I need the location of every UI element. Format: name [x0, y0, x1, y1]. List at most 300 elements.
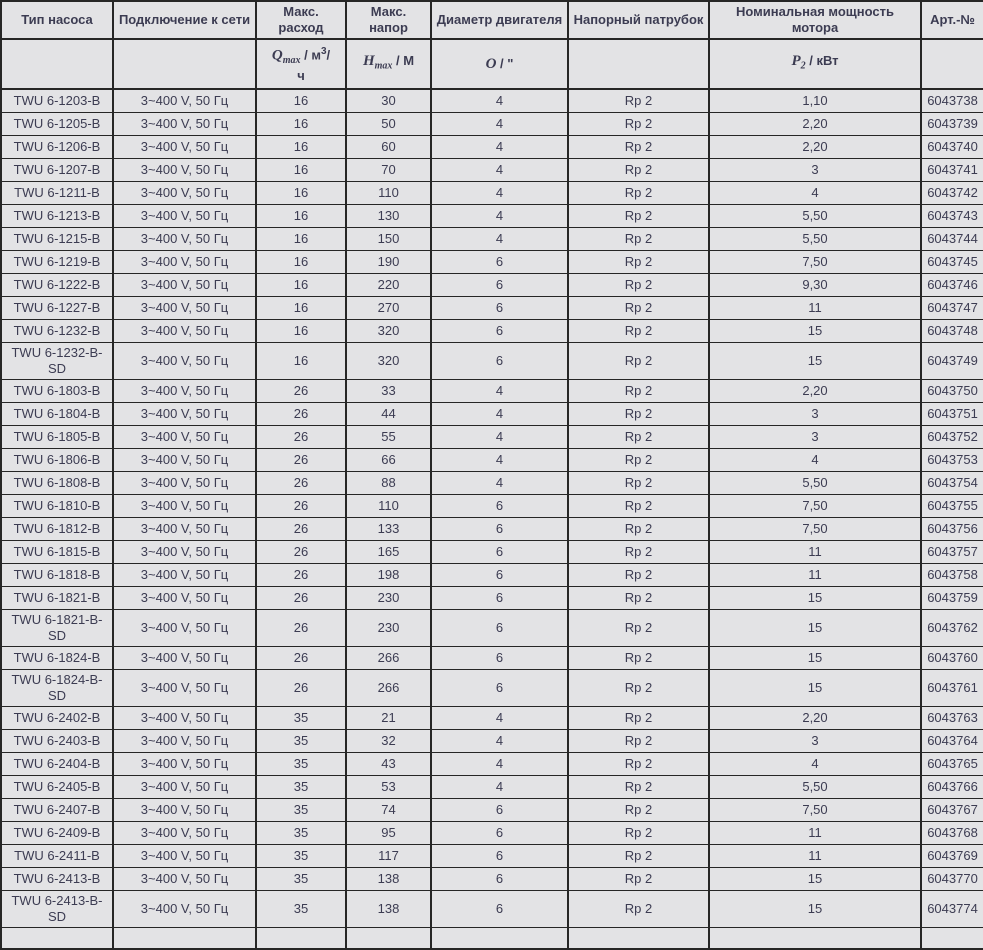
- cell-connection: 3~400 V, 50 Гц: [113, 517, 256, 540]
- cell-pump-type: TWU 6-1203-B: [1, 89, 113, 112]
- cell-motor-power: 15: [709, 646, 921, 669]
- cell-pressure-port: Rp 2: [568, 319, 709, 342]
- table-row: [1, 494, 983, 517]
- cell-connection: 3~400 V, 50 Гц: [113, 402, 256, 425]
- cell-connection: 3~400 V, 50 Гц: [113, 112, 256, 135]
- cell-motor-power: 5,50: [709, 471, 921, 494]
- cell-pump-type: TWU 6-1815-B: [1, 540, 113, 563]
- cell-motor-diameter: 6: [431, 867, 568, 890]
- cell-pump-type: TWU 6-2413-B-SD: [1, 890, 113, 927]
- cell-max-flow: 26: [256, 471, 346, 494]
- cell-motor-diameter: 6: [431, 540, 568, 563]
- cell-max-flow: 35: [256, 867, 346, 890]
- cell-motor-power: 3: [709, 158, 921, 181]
- table-row: [1, 342, 983, 379]
- cell-motor-diameter: 4: [431, 204, 568, 227]
- cell-max-flow: 26: [256, 402, 346, 425]
- cell-pump-type: TWU 6-2409-B: [1, 821, 113, 844]
- cell-pump-type: TWU 6-1206-B: [1, 135, 113, 158]
- cell-motor-power: 11: [709, 540, 921, 563]
- cell-connection: 3~400 V, 50 Гц: [113, 821, 256, 844]
- table-row: [1, 775, 983, 798]
- col-header-max-head: Макс. напор: [346, 1, 431, 39]
- cell-article-no: 6043770: [921, 867, 983, 890]
- table-row: [1, 729, 983, 752]
- cell-connection: 3~400 V, 50 Гц: [113, 448, 256, 471]
- partial-cell: [113, 927, 256, 949]
- cell-pressure-port: Rp 2: [568, 448, 709, 471]
- cell-article-no: 6043749: [921, 342, 983, 379]
- cell-article-no: 6043747: [921, 296, 983, 319]
- cell-motor-power: 11: [709, 844, 921, 867]
- cell-pressure-port: Rp 2: [568, 296, 709, 319]
- cell-max-flow: 16: [256, 89, 346, 112]
- cell-article-no: 6043756: [921, 517, 983, 540]
- cell-article-no: 6043746: [921, 273, 983, 296]
- cell-motor-power: 5,50: [709, 227, 921, 250]
- cell-pump-type: TWU 6-1805-B: [1, 425, 113, 448]
- cell-max-flow: 26: [256, 646, 346, 669]
- table-body: [1, 89, 983, 927]
- cell-max-head: 88: [346, 471, 431, 494]
- cell-pressure-port: Rp 2: [568, 471, 709, 494]
- cell-article-no: 6043757: [921, 540, 983, 563]
- partial-cell: [431, 927, 568, 949]
- cell-motor-power: 15: [709, 586, 921, 609]
- cell-motor-power: 5,50: [709, 775, 921, 798]
- cell-max-flow: 35: [256, 775, 346, 798]
- cell-pump-type: TWU 6-1803-B: [1, 379, 113, 402]
- table-row: [1, 89, 983, 112]
- cell-pump-type: TWU 6-2407-B: [1, 798, 113, 821]
- diameter-symbol: O: [485, 56, 497, 72]
- table-row: [1, 296, 983, 319]
- cell-max-head: 266: [346, 646, 431, 669]
- cell-max-flow: 26: [256, 425, 346, 448]
- cell-max-flow: 26: [256, 448, 346, 471]
- cell-article-no: 6043759: [921, 586, 983, 609]
- cell-pressure-port: Rp 2: [568, 342, 709, 379]
- partial-cell: [568, 927, 709, 949]
- cell-max-head: 50: [346, 112, 431, 135]
- cell-motor-diameter: 4: [431, 752, 568, 775]
- cell-motor-diameter: 4: [431, 181, 568, 204]
- table-row: [1, 471, 983, 494]
- cell-article-no: 6043765: [921, 752, 983, 775]
- cell-motor-diameter: 4: [431, 379, 568, 402]
- cell-motor-diameter: 4: [431, 706, 568, 729]
- cell-pressure-port: Rp 2: [568, 204, 709, 227]
- cell-article-no: 6043766: [921, 775, 983, 798]
- table-row: [1, 798, 983, 821]
- cell-connection: 3~400 V, 50 Гц: [113, 342, 256, 379]
- table-row: [1, 273, 983, 296]
- partial-cell: [709, 927, 921, 949]
- table-row: [1, 204, 983, 227]
- cell-motor-power: 2,20: [709, 706, 921, 729]
- p2-symbol: P: [791, 53, 801, 70]
- cell-motor-diameter: 4: [431, 135, 568, 158]
- cell-max-head: 44: [346, 402, 431, 425]
- cell-connection: 3~400 V, 50 Гц: [113, 296, 256, 319]
- cell-motor-diameter: 4: [431, 112, 568, 135]
- cell-max-flow: 26: [256, 669, 346, 706]
- cell-motor-power: 15: [709, 867, 921, 890]
- cell-pump-type: TWU 6-1213-B: [1, 204, 113, 227]
- cell-max-head: 150: [346, 227, 431, 250]
- cell-pressure-port: Rp 2: [568, 798, 709, 821]
- cell-motor-power: 2,20: [709, 112, 921, 135]
- cell-connection: 3~400 V, 50 Гц: [113, 706, 256, 729]
- cell-connection: 3~400 V, 50 Гц: [113, 844, 256, 867]
- cell-max-head: 138: [346, 890, 431, 927]
- table-row: [1, 135, 983, 158]
- table-row: [1, 379, 983, 402]
- cell-motor-power: 7,50: [709, 494, 921, 517]
- cell-pressure-port: Rp 2: [568, 227, 709, 250]
- cell-motor-diameter: 6: [431, 821, 568, 844]
- cell-article-no: 6043758: [921, 563, 983, 586]
- cell-connection: 3~400 V, 50 Гц: [113, 609, 256, 646]
- cell-motor-diameter: 6: [431, 494, 568, 517]
- cell-pressure-port: Rp 2: [568, 729, 709, 752]
- cell-pump-type: TWU 6-1219-B: [1, 250, 113, 273]
- cell-article-no: 6043751: [921, 402, 983, 425]
- col-header-connection: Подключение к сети: [113, 1, 256, 39]
- cell-max-flow: 16: [256, 158, 346, 181]
- cell-pump-type: TWU 6-1205-B: [1, 112, 113, 135]
- cell-max-head: 21: [346, 706, 431, 729]
- table-row: [1, 821, 983, 844]
- cell-motor-power: 9,30: [709, 273, 921, 296]
- table-row: [1, 867, 983, 890]
- cell-max-flow: 16: [256, 227, 346, 250]
- cell-pressure-port: Rp 2: [568, 586, 709, 609]
- cell-max-flow: 26: [256, 563, 346, 586]
- cell-connection: 3~400 V, 50 Гц: [113, 181, 256, 204]
- cell-article-no: 6043769: [921, 844, 983, 867]
- cell-pump-type: TWU 6-1818-B: [1, 563, 113, 586]
- subheader-connection-empty: [113, 39, 256, 89]
- subheader-pump-type-empty: [1, 39, 113, 89]
- cell-motor-power: 3: [709, 402, 921, 425]
- cell-article-no: 6043748: [921, 319, 983, 342]
- cell-pressure-port: Rp 2: [568, 752, 709, 775]
- cell-max-head: 66: [346, 448, 431, 471]
- table-row: [1, 181, 983, 204]
- cell-connection: 3~400 V, 50 Гц: [113, 494, 256, 517]
- cell-motor-power: 15: [709, 319, 921, 342]
- cell-motor-diameter: 6: [431, 586, 568, 609]
- cell-max-head: 30: [346, 89, 431, 112]
- cell-motor-diameter: 6: [431, 609, 568, 646]
- cell-pressure-port: Rp 2: [568, 402, 709, 425]
- cell-max-head: 230: [346, 586, 431, 609]
- table-row: [1, 706, 983, 729]
- table-row: [1, 844, 983, 867]
- cell-motor-power: 4: [709, 181, 921, 204]
- subheader-article-empty: [921, 39, 983, 89]
- cell-motor-power: 7,50: [709, 517, 921, 540]
- cell-max-flow: 35: [256, 821, 346, 844]
- cell-max-flow: 16: [256, 250, 346, 273]
- cell-connection: 3~400 V, 50 Гц: [113, 646, 256, 669]
- cell-pump-type: TWU 6-1227-B: [1, 296, 113, 319]
- cell-pump-type: TWU 6-2402-B: [1, 706, 113, 729]
- cell-article-no: 6043742: [921, 181, 983, 204]
- cell-motor-diameter: 6: [431, 319, 568, 342]
- qmax-superscript: 3: [320, 45, 327, 57]
- diameter-unit: / ": [496, 56, 514, 71]
- table-row: [1, 586, 983, 609]
- cell-article-no: 6043763: [921, 706, 983, 729]
- cell-motor-diameter: 6: [431, 342, 568, 379]
- cell-motor-power: 2,20: [709, 135, 921, 158]
- cell-connection: 3~400 V, 50 Гц: [113, 752, 256, 775]
- table-row: [1, 448, 983, 471]
- cell-max-head: 138: [346, 867, 431, 890]
- cell-max-flow: 16: [256, 342, 346, 379]
- cell-connection: 3~400 V, 50 Гц: [113, 729, 256, 752]
- subheader-row: [1, 39, 983, 89]
- cell-pump-type: TWU 6-2411-B: [1, 844, 113, 867]
- cell-article-no: 6043762: [921, 609, 983, 646]
- cell-article-no: 6043760: [921, 646, 983, 669]
- cell-connection: 3~400 V, 50 Гц: [113, 775, 256, 798]
- cell-max-head: 110: [346, 494, 431, 517]
- col-header-pressure-port: Напорный патрубок: [568, 1, 709, 39]
- cell-max-flow: 35: [256, 729, 346, 752]
- cell-max-flow: 16: [256, 135, 346, 158]
- p2-unit: / кВт: [805, 53, 839, 69]
- cell-max-flow: 26: [256, 379, 346, 402]
- table-header: [1, 1, 983, 89]
- cell-pressure-port: Rp 2: [568, 821, 709, 844]
- cell-connection: 3~400 V, 50 Гц: [113, 586, 256, 609]
- table-row: [1, 563, 983, 586]
- cell-article-no: 6043743: [921, 204, 983, 227]
- cell-max-head: 230: [346, 609, 431, 646]
- cell-pressure-port: Rp 2: [568, 379, 709, 402]
- cell-article-no: 6043752: [921, 425, 983, 448]
- cell-connection: 3~400 V, 50 Гц: [113, 135, 256, 158]
- p2-subscript: 2: [800, 60, 806, 72]
- cell-motor-power: 15: [709, 342, 921, 379]
- cell-pump-type: TWU 6-1232-B: [1, 319, 113, 342]
- cell-motor-diameter: 4: [431, 775, 568, 798]
- cell-max-flow: 16: [256, 204, 346, 227]
- cell-motor-power: 7,50: [709, 798, 921, 821]
- cell-max-head: 320: [346, 319, 431, 342]
- partial-cell: [1, 927, 113, 949]
- qmax-unit-mid: /: [326, 46, 331, 62]
- cell-motor-diameter: 6: [431, 669, 568, 706]
- cell-article-no: 6043739: [921, 112, 983, 135]
- cell-pump-type: TWU 6-1222-B: [1, 273, 113, 296]
- cell-max-flow: 35: [256, 752, 346, 775]
- cell-motor-diameter: 6: [431, 517, 568, 540]
- cell-max-head: 43: [346, 752, 431, 775]
- cell-motor-power: 11: [709, 563, 921, 586]
- qmax-unit-wrap: ч: [297, 68, 305, 84]
- cell-motor-diameter: 4: [431, 425, 568, 448]
- cell-max-head: 165: [346, 540, 431, 563]
- qmax-subscript: max: [282, 54, 301, 66]
- cell-max-head: 220: [346, 273, 431, 296]
- cell-pump-type: TWU 6-2413-B: [1, 867, 113, 890]
- cell-max-head: 133: [346, 517, 431, 540]
- cell-connection: 3~400 V, 50 Гц: [113, 250, 256, 273]
- cell-motor-diameter: 6: [431, 273, 568, 296]
- cell-motor-power: 11: [709, 821, 921, 844]
- cell-article-no: 6043755: [921, 494, 983, 517]
- cell-pressure-port: Rp 2: [568, 250, 709, 273]
- cell-max-head: 198: [346, 563, 431, 586]
- cell-max-head: 55: [346, 425, 431, 448]
- cell-connection: 3~400 V, 50 Гц: [113, 158, 256, 181]
- header-row: [1, 1, 983, 39]
- cell-article-no: 6043767: [921, 798, 983, 821]
- qmax-symbol: Q: [271, 46, 283, 63]
- cell-max-flow: 16: [256, 112, 346, 135]
- cell-pump-type: TWU 6-2404-B: [1, 752, 113, 775]
- cell-pressure-port: Rp 2: [568, 563, 709, 586]
- cell-motor-power: 4: [709, 448, 921, 471]
- cell-pump-type: TWU 6-1806-B: [1, 448, 113, 471]
- cell-pressure-port: Rp 2: [568, 181, 709, 204]
- hmax-unit: / М: [392, 53, 415, 69]
- cell-article-no: 6043753: [921, 448, 983, 471]
- cell-connection: 3~400 V, 50 Гц: [113, 319, 256, 342]
- cell-pressure-port: Rp 2: [568, 646, 709, 669]
- cell-pump-type: TWU 6-1211-B: [1, 181, 113, 204]
- table-row: [1, 669, 983, 706]
- cell-max-flow: 35: [256, 844, 346, 867]
- subheader-p2-unit: [709, 39, 921, 89]
- cell-pump-type: TWU 6-2403-B: [1, 729, 113, 752]
- cell-pressure-port: Rp 2: [568, 890, 709, 927]
- subheader-qmax-unit: [256, 39, 346, 89]
- cell-pump-type: TWU 6-1821-B: [1, 586, 113, 609]
- cell-motor-diameter: 6: [431, 844, 568, 867]
- cell-pressure-port: Rp 2: [568, 273, 709, 296]
- table-row: [1, 425, 983, 448]
- cell-article-no: 6043764: [921, 729, 983, 752]
- cell-connection: 3~400 V, 50 Гц: [113, 890, 256, 927]
- cell-pressure-port: Rp 2: [568, 425, 709, 448]
- cell-connection: 3~400 V, 50 Гц: [113, 204, 256, 227]
- cell-max-head: 32: [346, 729, 431, 752]
- cell-max-flow: 26: [256, 586, 346, 609]
- cell-connection: 3~400 V, 50 Гц: [113, 563, 256, 586]
- cell-max-flow: 16: [256, 296, 346, 319]
- cell-motor-diameter: 4: [431, 729, 568, 752]
- table-row: [1, 319, 983, 342]
- cell-article-no: 6043774: [921, 890, 983, 927]
- cell-pressure-port: Rp 2: [568, 494, 709, 517]
- cell-pump-type: TWU 6-1821-B-SD: [1, 609, 113, 646]
- cell-article-no: 6043744: [921, 227, 983, 250]
- cell-connection: 3~400 V, 50 Гц: [113, 89, 256, 112]
- cell-connection: 3~400 V, 50 Гц: [113, 540, 256, 563]
- cell-article-no: 6043750: [921, 379, 983, 402]
- cell-motor-diameter: 6: [431, 646, 568, 669]
- cell-motor-power: 7,50: [709, 250, 921, 273]
- table-footer: [1, 927, 983, 949]
- cell-motor-power: 4: [709, 752, 921, 775]
- cell-pump-type: TWU 6-1824-B: [1, 646, 113, 669]
- cell-max-flow: 26: [256, 609, 346, 646]
- hmax-symbol: H: [362, 53, 375, 70]
- cell-motor-power: 15: [709, 890, 921, 927]
- cell-motor-power: 15: [709, 669, 921, 706]
- cell-motor-power: 15: [709, 609, 921, 646]
- table-row: [1, 517, 983, 540]
- cell-motor-diameter: 4: [431, 158, 568, 181]
- table-row: [1, 250, 983, 273]
- col-header-motor-power: Номинальная мощность мотора: [709, 1, 921, 39]
- cell-connection: 3~400 V, 50 Гц: [113, 867, 256, 890]
- cell-max-head: 130: [346, 204, 431, 227]
- cell-motor-diameter: 6: [431, 250, 568, 273]
- cell-pressure-port: Rp 2: [568, 669, 709, 706]
- table-row: [1, 609, 983, 646]
- cell-max-head: 95: [346, 821, 431, 844]
- cell-max-head: 70: [346, 158, 431, 181]
- cell-motor-power: 2,20: [709, 379, 921, 402]
- table-row: [1, 227, 983, 250]
- cell-pump-type: TWU 6-1804-B: [1, 402, 113, 425]
- col-header-max-flow: Макс. расход: [256, 1, 346, 39]
- cell-motor-power: 1,10: [709, 89, 921, 112]
- table-row: [1, 540, 983, 563]
- subheader-hmax-unit: [346, 39, 431, 89]
- cell-max-head: 266: [346, 669, 431, 706]
- cell-max-head: 110: [346, 181, 431, 204]
- cell-motor-diameter: 4: [431, 89, 568, 112]
- cell-article-no: 6043745: [921, 250, 983, 273]
- cell-pressure-port: Rp 2: [568, 844, 709, 867]
- cell-pump-type: TWU 6-1824-B-SD: [1, 669, 113, 706]
- cell-motor-diameter: 4: [431, 402, 568, 425]
- cell-max-head: 33: [346, 379, 431, 402]
- cell-connection: 3~400 V, 50 Гц: [113, 227, 256, 250]
- cell-max-flow: 16: [256, 273, 346, 296]
- cell-motor-diameter: 4: [431, 448, 568, 471]
- cell-connection: 3~400 V, 50 Гц: [113, 471, 256, 494]
- partial-row: [1, 927, 983, 949]
- table-row: [1, 402, 983, 425]
- cell-max-flow: 26: [256, 494, 346, 517]
- cell-pressure-port: Rp 2: [568, 517, 709, 540]
- hmax-subscript: max: [374, 60, 393, 72]
- cell-pressure-port: Rp 2: [568, 609, 709, 646]
- cell-article-no: 6043740: [921, 135, 983, 158]
- cell-article-no: 6043761: [921, 669, 983, 706]
- cell-max-flow: 26: [256, 540, 346, 563]
- cell-motor-diameter: 6: [431, 798, 568, 821]
- table-row: [1, 646, 983, 669]
- table-row: [1, 752, 983, 775]
- subheader-port-empty: [568, 39, 709, 89]
- cell-pump-type: TWU 6-1215-B: [1, 227, 113, 250]
- cell-pump-type: TWU 6-1207-B: [1, 158, 113, 181]
- col-header-motor-diameter: Диаметр двигателя: [431, 1, 568, 39]
- cell-pressure-port: Rp 2: [568, 112, 709, 135]
- partial-cell: [346, 927, 431, 949]
- cell-article-no: 6043741: [921, 158, 983, 181]
- cell-pump-type: TWU 6-1808-B: [1, 471, 113, 494]
